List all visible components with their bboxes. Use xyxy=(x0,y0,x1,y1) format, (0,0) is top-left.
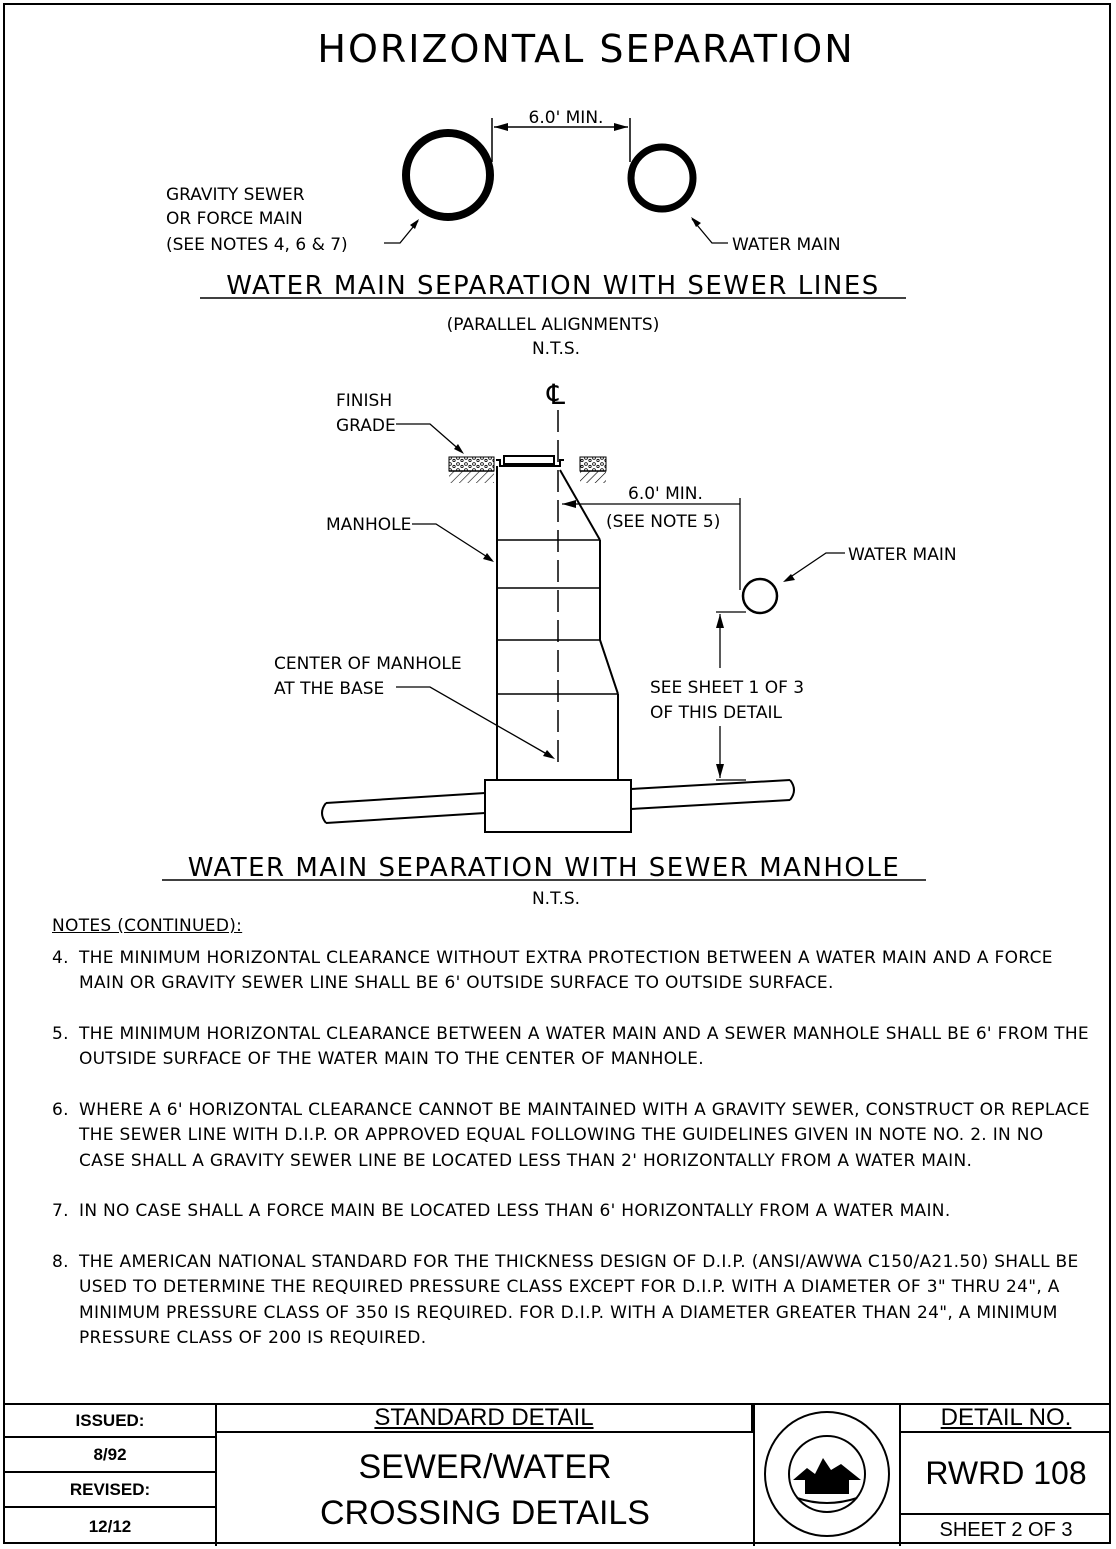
center-label-line1: CENTER OF MANHOLE xyxy=(274,654,462,674)
note-8 xyxy=(52,1250,1092,1352)
water-main-leader xyxy=(783,553,845,582)
standard-detail-label: STANDARD DETAIL xyxy=(217,1405,753,1433)
note-text: WHERE A 6' HORIZONTAL CLEARANCE CANNOT BE MAINTAINED WITH A GRAVITY SEWER, CONSTRUCT OR REPLACE THE SEWER LINE WITH D.I.P. OR APPROVED EQUAL FOLLOWING THE GUIDELINES GIVEN IN NOTE NO. 2. IN NO CASE SHALL A GRAVITY SEWER LINE BE LOCATED LESS THAN 2' HORIZONTALLY FROM A WATER MAIN. xyxy=(79,1099,1090,1171)
center-label-line2: AT THE BASE xyxy=(274,679,385,699)
detail-number: RWRD 108 xyxy=(901,1433,1111,1515)
note-number: 8. xyxy=(52,1251,69,1272)
revised-date: 12/12 xyxy=(5,1508,217,1546)
drawing-title-line1: SEWER/WATER xyxy=(358,1447,612,1486)
revised-label: REVISED: xyxy=(5,1473,217,1508)
sewer-pipe-section xyxy=(406,133,490,217)
sheet-ref-line2: OF THIS DETAIL xyxy=(650,703,782,723)
sewer-label-line3: (SEE NOTES 4, 6 & 7) xyxy=(166,235,348,255)
sewer-label-line1: GRAVITY SEWER xyxy=(166,185,305,205)
drawing-title-line2: CROSSING DETAILS xyxy=(320,1493,650,1532)
sewer-leader xyxy=(384,219,419,243)
note-4 xyxy=(52,946,1092,997)
sewer-label-line2: OR FORCE MAIN xyxy=(166,209,303,229)
note-text: THE MINIMUM HORIZONTAL CLEARANCE BETWEEN A WATER MAIN AND A SEWER MANHOLE SHALL BE 6' FROM THE OUTSIDE SURFACE OF THE WATER MAIN TO THE CENTER OF MANHOLE. xyxy=(79,1023,1089,1069)
manhole-leader xyxy=(412,524,494,562)
note-number: 7. xyxy=(52,1201,69,1221)
issued-date: 8/92 xyxy=(5,1438,217,1473)
note-5 xyxy=(52,1022,1092,1073)
note-number: 6. xyxy=(52,1099,69,1120)
manhole-dimension-note: (SEE NOTE 5) xyxy=(606,512,721,532)
drawing-title: HORIZONTAL SEPARATION xyxy=(317,27,855,71)
note-number: 4. xyxy=(52,947,69,968)
centerline-symbol: ℄ xyxy=(547,378,565,411)
center-leader xyxy=(396,687,555,759)
seal-graphic xyxy=(757,1408,897,1544)
water-leader xyxy=(691,217,728,243)
water-pipe-section xyxy=(631,147,693,209)
detail-no-label: DETAIL NO. xyxy=(901,1405,1111,1433)
water-main-label: WATER MAIN xyxy=(848,545,957,565)
manhole-detail-title: WATER MAIN SEPARATION WITH SEWER MANHOLE xyxy=(187,853,901,883)
top-dimension-label: 6.0' MIN. xyxy=(528,108,604,128)
note-7 xyxy=(52,1199,1092,1225)
finish-grade-leader xyxy=(396,424,464,454)
county-seal xyxy=(753,1405,901,1546)
issued-label: ISSUED: xyxy=(5,1405,217,1438)
note-text: THE MINIMUM HORIZONTAL CLEARANCE WITHOUT EXTRA PROTECTION BETWEEN A WATER MAIN AND A FORCE MAIN OR GRAVITY SEWER LINE SHALL BE 6' OUTSIDE SURFACE TO OUTSIDE SURFACE. xyxy=(79,947,1053,993)
finish-grade-label-line1: FINISH xyxy=(336,391,393,411)
water-main-pipe-section xyxy=(743,579,777,613)
note-text: IN NO CASE SHALL A FORCE MAIN BE LOCATED LESS THAN 6' HORIZONTALLY FROM A WATER MAIN. xyxy=(79,1201,951,1221)
top-detail-subtitle: (PARALLEL ALIGNMENTS) xyxy=(446,315,660,335)
sheet-ref-line1: SEE SHEET 1 OF 3 xyxy=(650,678,805,698)
water-main-label-top: WATER MAIN xyxy=(732,235,841,255)
manhole-detail-scale: N.T.S. xyxy=(531,889,581,909)
manhole-label: MANHOLE xyxy=(326,515,412,535)
title-block xyxy=(5,1403,1111,1546)
note-number: 5. xyxy=(52,1023,69,1044)
sheet-number: SHEET 2 OF 3 xyxy=(939,1519,1073,1541)
finish-grade-label-line2: GRADE xyxy=(336,416,396,436)
top-detail-scale: N.T.S. xyxy=(531,339,581,359)
notes-title: NOTES (CONTINUED): xyxy=(52,916,243,936)
manhole-dimension-label: 6.0' MIN. xyxy=(628,484,703,504)
notes-section xyxy=(52,914,1092,1377)
top-detail-title: WATER MAIN SEPARATION WITH SEWER LINES xyxy=(226,271,880,301)
note-6 xyxy=(52,1098,1092,1175)
note-text: THE AMERICAN NATIONAL STANDARD FOR THE THICKNESS DESIGN OF D.I.P. (ANSI/AWWA C150/A21.50) SHALL BE USED TO DETERMINE THE REQUIRED PRESSURE CLASS EXCEPT FOR D.I.P. WITH A DIAMETER OF 3" THRU 24", A MINIMUM PRESSURE CLASS OF 350 IS REQUIRED. FOR D.I.P. WITH A DIAMETER GREATER THAN 24", A MINIMUM PRESSURE CLASS OF 200 IS REQUIRED. xyxy=(79,1251,1079,1348)
